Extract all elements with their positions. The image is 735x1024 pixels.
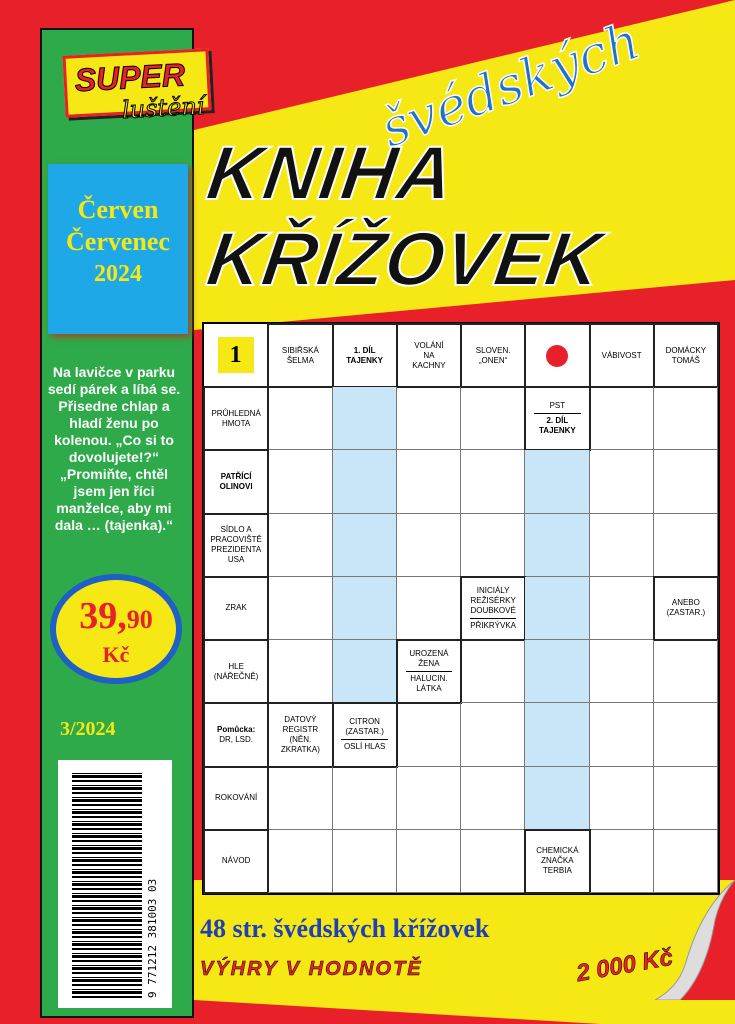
answer-cell[interactable]: [397, 577, 461, 640]
clue-cell: HLE (NÁŘEČNĚ): [203, 639, 269, 704]
clue-cell: VÁBIVOST: [589, 323, 655, 388]
answer-cell[interactable]: [268, 767, 332, 830]
answer-cell[interactable]: [268, 387, 332, 450]
answer-cell[interactable]: [333, 577, 397, 640]
pages-count-text: 48 str. švédských křížovek: [200, 914, 490, 943]
crossword-grid: [202, 322, 720, 895]
answer-cell[interactable]: [654, 640, 718, 703]
answer-cell[interactable]: [461, 767, 525, 830]
answer-cell[interactable]: [268, 514, 332, 577]
answer-cell[interactable]: [333, 640, 397, 703]
title-kniha: KNIHA: [202, 131, 460, 216]
clue-cell: CITRON (ZASTAR.) OSLÍ HLAS: [332, 702, 398, 767]
month-year: 2024: [94, 261, 142, 287]
answer-cell[interactable]: [654, 450, 718, 513]
answer-cell[interactable]: [333, 450, 397, 513]
clue-cell: PST 2. DÍL TAJENKY: [524, 386, 590, 451]
answer-cell[interactable]: [525, 703, 589, 766]
answer-cell[interactable]: [654, 767, 718, 830]
price-badge: [50, 574, 182, 684]
answer-cell[interactable]: [397, 830, 461, 893]
clue-cell: 1. DÍL TAJENKY: [332, 323, 398, 388]
clue-cell: NÁVOD: [203, 829, 269, 894]
answer-cell[interactable]: [397, 450, 461, 513]
answer-cell[interactable]: [333, 514, 397, 577]
answer-cell[interactable]: [590, 577, 654, 640]
page-curl-icon: [640, 880, 735, 1000]
answer-cell[interactable]: [333, 767, 397, 830]
red-dot-icon: [546, 345, 568, 367]
answer-cell[interactable]: [268, 450, 332, 513]
clue-cell: ROKOVÁNÍ: [203, 766, 269, 831]
clue-cell: DATOVÝ REGISTR (NĚN. ZKRATKA): [267, 702, 333, 767]
answer-cell[interactable]: [333, 830, 397, 893]
issue-month-box: [48, 164, 188, 334]
barcode: [58, 760, 172, 1008]
puzzle-number-cell: [204, 324, 268, 387]
answer-cell[interactable]: [590, 703, 654, 766]
price-main: 39,: [79, 595, 127, 637]
answer-cell[interactable]: [397, 387, 461, 450]
clue-cell: VOLÁNÍ NA KACHNY: [396, 323, 462, 388]
answer-cell[interactable]: [525, 450, 589, 513]
joke-text: Na lavičce v parku sedí párek a líbá se. Přisedne chlap a hladí ženu po kolenou. „Co si to dovolujete!?“ „Promiňte, chtěl jsem jen říci manželce, aby mi dala … (tajenka).“: [47, 364, 181, 533]
answer-cell[interactable]: [268, 640, 332, 703]
answer-cell[interactable]: [525, 767, 589, 830]
clue-cell: ZRAK: [203, 576, 269, 641]
puzzle-number: 1: [218, 337, 254, 373]
clue-cell: SIBIŘSKÁ ŠELMA: [267, 323, 333, 388]
answer-cell[interactable]: [525, 514, 589, 577]
answer-cell[interactable]: [461, 703, 525, 766]
clue-cell: SÍDLO A PRACOVIŠTĚ PREZIDENTA USA: [203, 513, 269, 578]
answer-cell[interactable]: [525, 640, 589, 703]
answer-cell[interactable]: [590, 387, 654, 450]
answer-cell[interactable]: [461, 830, 525, 893]
answer-cell[interactable]: [268, 830, 332, 893]
month-line1: Červen: [77, 195, 159, 224]
clue-cell: ANEBO (ZASTAR.): [653, 576, 719, 641]
clue-cell: PATŘÍCÍ OLINOVI: [203, 449, 269, 514]
clue-cell: Pomůcka: DR, LSD.: [203, 702, 269, 767]
barcode-digits: 9 771212 381003 03: [146, 878, 159, 998]
price-cents: 90: [126, 605, 153, 634]
answer-cell[interactable]: [590, 450, 654, 513]
answer-cell[interactable]: [397, 767, 461, 830]
clue-cell: SLOVEN. „ONEN“: [460, 323, 526, 388]
clue-cell: PRŮHLEDNÁ HMOTA: [203, 386, 269, 451]
title-svedskych: švédských: [373, 11, 649, 160]
answer-cell[interactable]: [654, 387, 718, 450]
clue-cell: DOMÁCKY TOMÁŠ: [653, 323, 719, 388]
answer-cell[interactable]: [461, 514, 525, 577]
answer-cell[interactable]: [461, 640, 525, 703]
clue-cell: UROZENÁ ŽENA HALUCIN. LÁTKA: [396, 639, 462, 704]
cover-title: [202, 11, 708, 320]
answer-cell[interactable]: [654, 514, 718, 577]
answer-cell[interactable]: [525, 577, 589, 640]
answer-cell[interactable]: [590, 514, 654, 577]
prize-text: VÝHRY V HODNOTĚ: [200, 958, 423, 980]
answer-cell[interactable]: [654, 703, 718, 766]
month-line2: Červenec: [66, 227, 170, 256]
answer-cell[interactable]: [397, 514, 461, 577]
answer-cell[interactable]: [397, 703, 461, 766]
picture-clue-cell: [524, 323, 590, 388]
super-lusteni-logo: SUPER luštění: [64, 52, 222, 134]
clue-cell: INICIÁLY REŽISÉRKY DOUBKOVÉ PŘIKRÝVKA: [460, 576, 526, 641]
answer-cell[interactable]: [590, 640, 654, 703]
answer-cell[interactable]: [461, 450, 525, 513]
issue-number: 3/2024: [60, 718, 116, 740]
answer-cell[interactable]: [268, 577, 332, 640]
answer-cell[interactable]: [333, 387, 397, 450]
answer-cell[interactable]: [590, 767, 654, 830]
price-currency: Kč: [102, 642, 130, 667]
answer-cell[interactable]: [461, 387, 525, 450]
clue-cell: CHEMICKÁ ZNAČKA TERBIA: [524, 829, 590, 894]
prize-amount: 2 000 Kč: [574, 943, 675, 988]
barcode-bars: [72, 770, 142, 998]
title-krizovek: KŘÍŽOVEK: [202, 217, 607, 302]
